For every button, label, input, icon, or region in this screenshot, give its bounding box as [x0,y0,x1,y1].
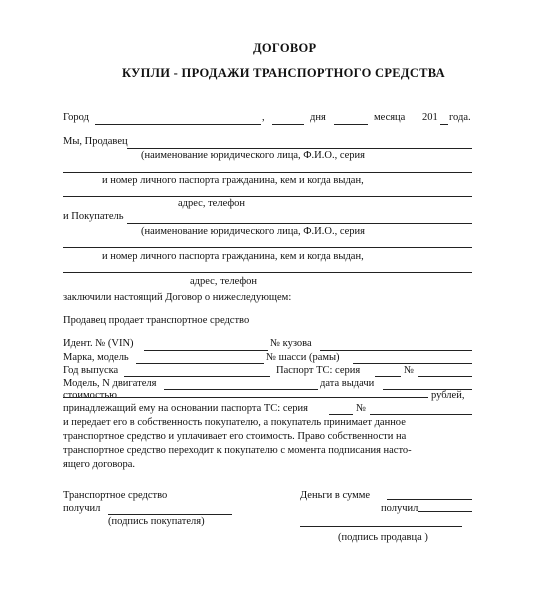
buyer-line-2[interactable] [63,247,472,248]
year-label: Год выпуска [63,365,119,376]
city-field[interactable] [95,124,261,125]
vin-label: Идент. № (VIN) [63,338,134,349]
engine-field[interactable] [164,389,318,390]
year-suffix: года. [449,112,471,123]
year-of-manufacture-field[interactable] [124,376,270,377]
sig-right-received: получил [381,503,419,514]
body-no-label: № кузова [270,338,312,349]
comma: , [262,112,265,123]
make-model-field[interactable] [136,363,264,364]
make-model-label: Марка, модель [63,352,129,363]
sig-left-caption: (подпись покупателя) [108,516,205,527]
month-field[interactable] [334,124,368,125]
buyer-hint-1: (наименование юридического лица, Ф.И.О., серия [141,226,365,237]
terms-no-label: № [356,403,367,414]
seller-name-field[interactable] [127,148,472,149]
sig-right-title: Деньги в сумме [300,490,371,501]
rubles-label: рублей, [431,390,465,401]
terms-line-5: ящего договора. [63,459,136,470]
agreement-text: заключили настоящий Договор о нижеследующем: [63,292,292,303]
year-field[interactable] [440,124,448,125]
seller-line-3[interactable] [63,196,472,197]
day-field[interactable] [272,124,304,125]
seller-hint-2: и номер личного паспорта гражданина, кем и когда выдан, [102,175,364,186]
passport-no-field[interactable] [418,376,472,377]
terms-line-2: и передает его в собственность покупателю, а покупатель принимает данное [63,417,406,428]
buyer-label: и Покупатель [63,211,124,222]
chassis-no-label: № шасси (рамы) [266,352,340,363]
chassis-no-field[interactable] [353,363,472,364]
sig-left-title: Транспортное средство [63,490,168,501]
seller-signature-field[interactable] [300,526,462,527]
buyer-hint-3: адрес, телефон [190,276,258,287]
month-label: месяца [374,112,406,123]
buyer-hint-2: и номер личного паспорта гражданина, кем и когда выдан, [102,251,364,262]
seller-line-2[interactable] [63,172,472,173]
seller-hint-1: (наименование юридического лица, Ф.И.О., серия [141,150,365,161]
day-label: дня [310,112,326,123]
document-subtitle: КУПЛИ - ПРОДАЖИ ТРАНСПОРТНОГО СРЕДСТВА [122,66,445,80]
vin-field[interactable] [144,350,268,351]
buyer-line-3[interactable] [63,272,472,273]
issue-date-label: дата выдачи [320,378,375,389]
sig-right-caption: (подпись продавца ) [338,532,428,543]
seller-hint-3: адрес, телефон [178,198,246,209]
terms-line-3: транспортное средство и уплачивает его стоимость. Право собственности на [63,431,407,442]
cost-field[interactable] [63,397,428,398]
money-amount-field-2[interactable] [418,511,472,512]
terms-series-field[interactable] [329,414,353,415]
buyer-signature-field[interactable] [108,514,232,515]
body-no-field[interactable] [320,350,472,351]
passport-no-label: № [404,365,415,376]
terms-no-field[interactable] [370,414,472,415]
passport-series-field[interactable] [375,376,401,377]
money-amount-field[interactable] [387,499,472,500]
passport-series-label: Паспорт ТС: серия [276,365,361,376]
sig-left-received: получил [63,503,101,514]
buyer-name-field[interactable] [127,223,472,224]
cost-label: стоимостью [63,390,118,401]
document-title: ДОГОВОР [253,41,317,55]
terms-line-1: принадлежащий ему на основании паспорта ТС: серия [63,403,308,414]
city-label: Город [63,112,89,123]
engine-label: Модель, N двигателя [63,378,157,389]
year-prefix: 201 [422,112,438,123]
sale-intro-text: Продавец продает транспортное средство [63,315,250,326]
seller-label: Мы, Продавец [63,136,128,147]
terms-line-4: транспортное средство переходит к покупателю с момента подписания насто- [63,445,412,456]
